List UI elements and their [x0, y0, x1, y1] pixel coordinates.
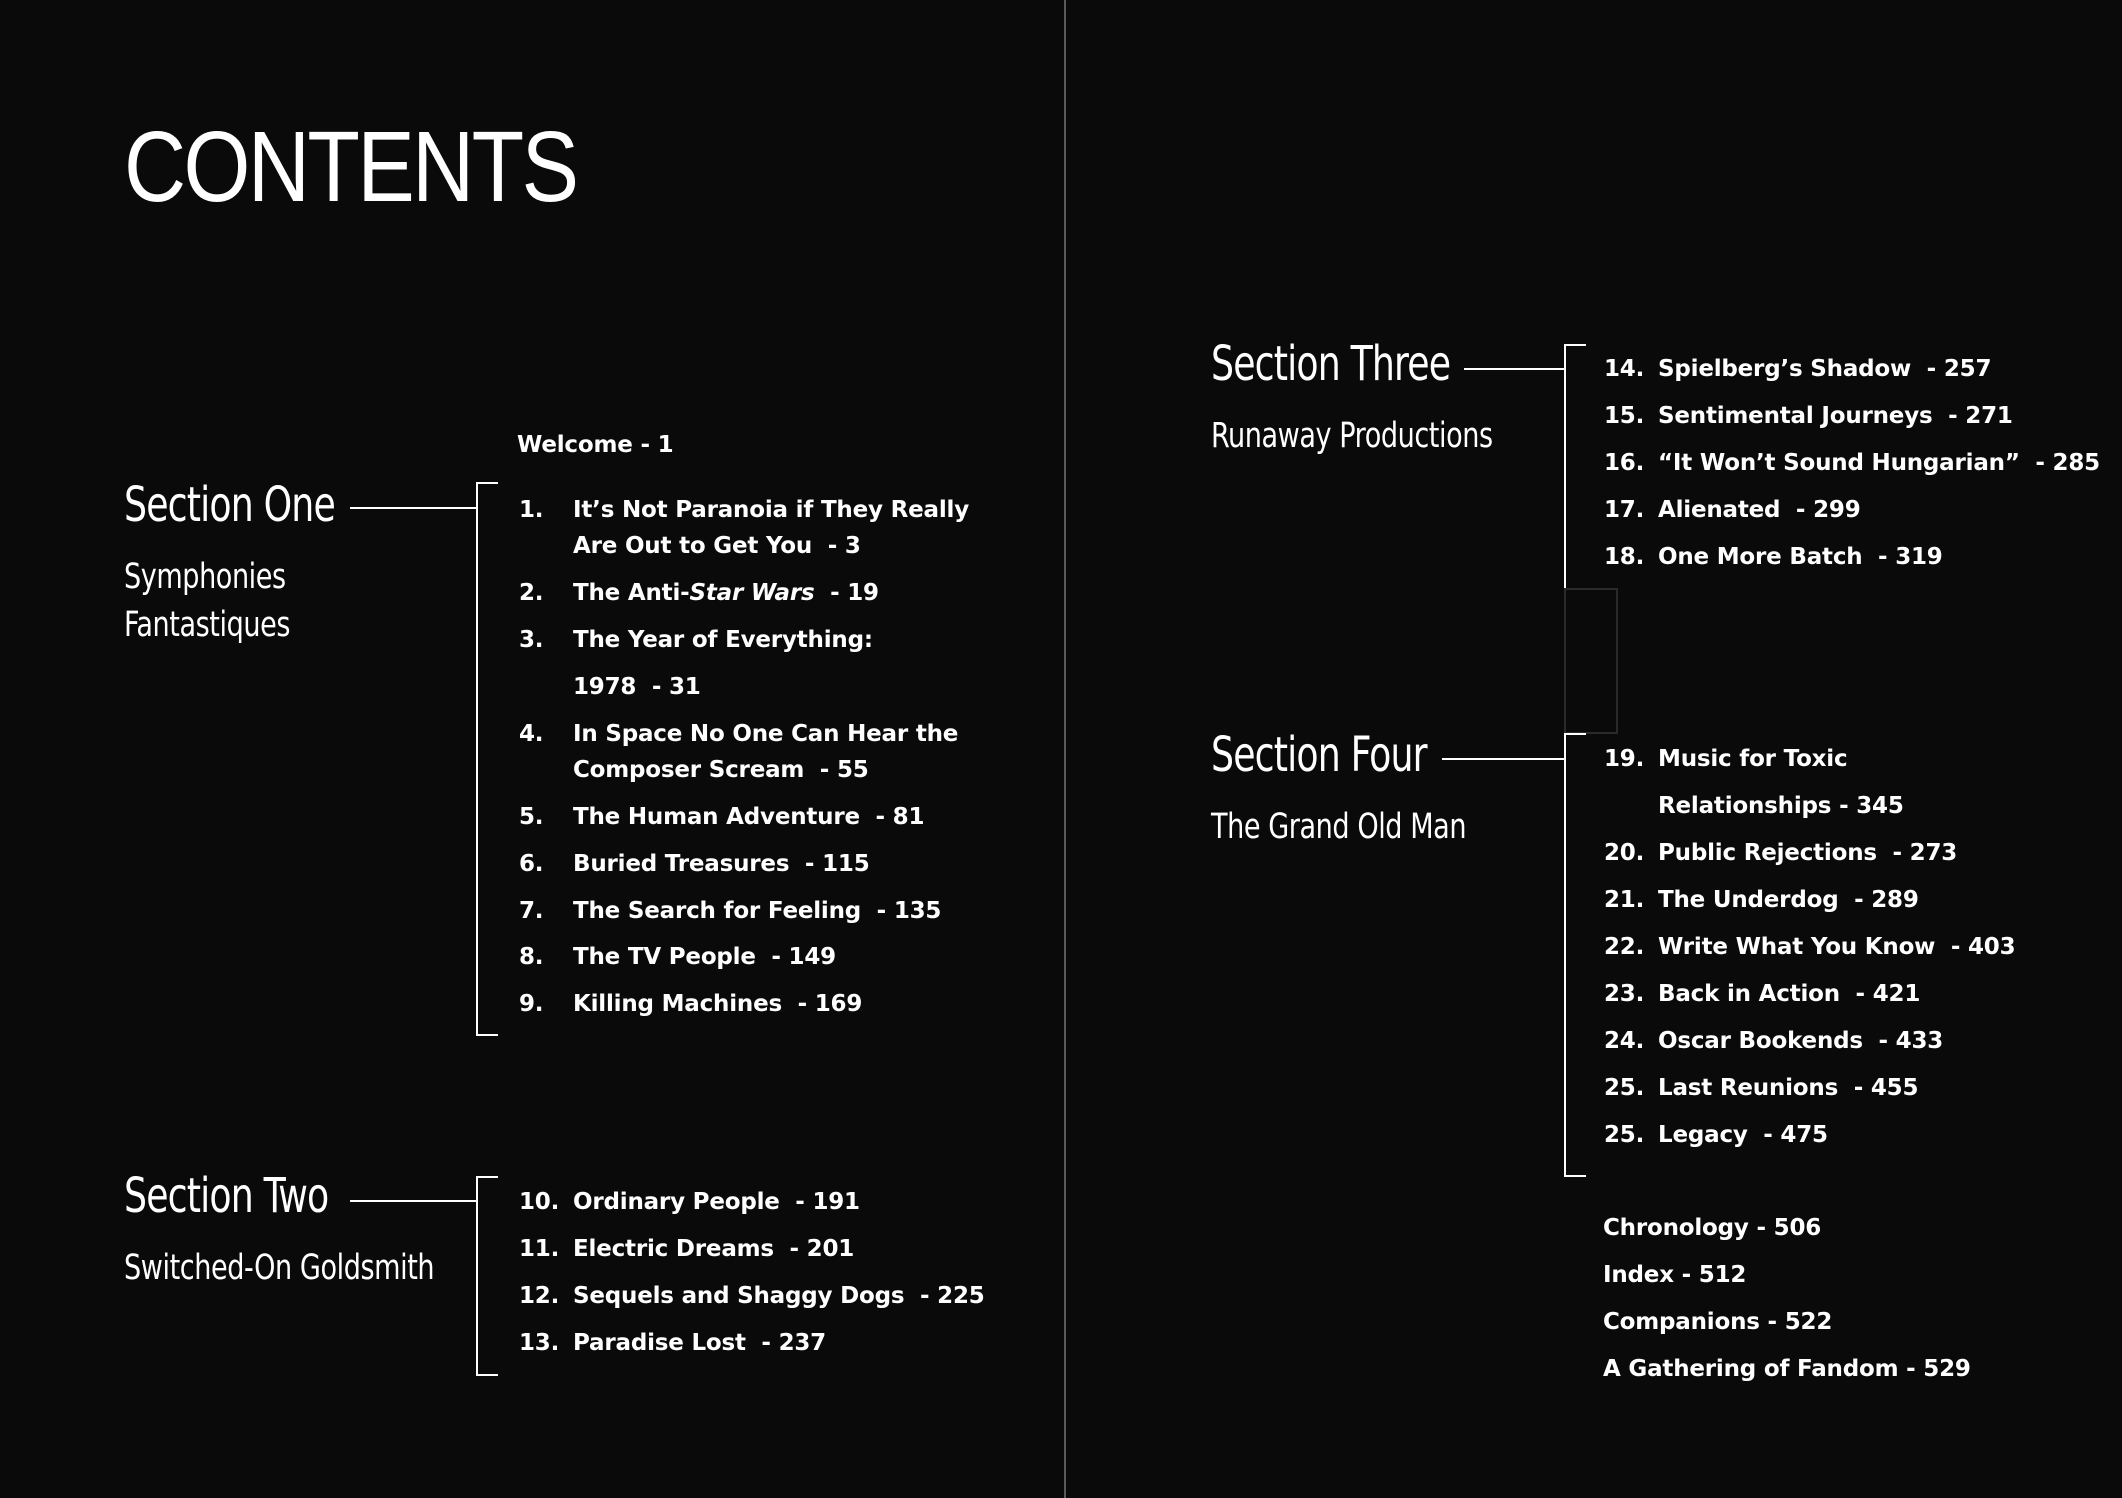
section-one-bracket	[476, 482, 498, 1036]
section-four-connector	[1442, 758, 1564, 760]
chapter-title: Public Rejections - 273	[1658, 840, 1958, 866]
chapter-title: Oscar Bookends - 433	[1658, 1028, 1944, 1054]
chapter-number: 16.	[1604, 450, 1645, 476]
section-two-heading	[124, 1168, 485, 1292]
chapter-number: 18.	[1604, 544, 1645, 570]
section-two-connector	[350, 1200, 476, 1202]
chapter-title-line: It’s Not Paranoia if They Really	[573, 497, 969, 523]
chapter-title: Killing Machines - 169	[573, 991, 863, 1017]
section-four-heading	[1211, 727, 1508, 851]
chapter-title: The Underdog - 289	[1658, 887, 1919, 913]
chapter-number: 23.	[1604, 981, 1645, 1007]
chapter-title-line: Music for Toxic	[1658, 746, 1848, 772]
chapter-title-line: Are Out to Get You - 3	[573, 533, 861, 559]
chapter-title-line: Relationships - 345	[1658, 793, 1904, 819]
chapter-title-line: The Year of Everything:	[573, 627, 873, 653]
chapter-title: Paradise Lost - 237	[573, 1330, 826, 1356]
chapter-number: 3.	[519, 627, 544, 653]
chapter-number: 9.	[519, 991, 544, 1017]
section-subtitle: The Grand Old Man	[1211, 807, 1467, 847]
chapter-title-line: In Space No One Can Hear the	[573, 721, 959, 747]
chapter-title: Spielberg’s Shadow - 257	[1658, 356, 1992, 382]
back-matter-entry: Chronology - 506	[1603, 1215, 1822, 1241]
section-subtitle: Runaway Productions	[1211, 416, 1493, 456]
chapter-number: 25.	[1604, 1122, 1645, 1148]
section-subtitle: Switched-On Goldsmith	[124, 1248, 435, 1288]
section-subtitle: Symphonies Fantastiques	[124, 557, 291, 645]
chapter-title: Ordinary People - 191	[573, 1189, 860, 1215]
back-matter-entry: A Gathering of Fandom - 529	[1603, 1356, 1971, 1382]
section-one-heading	[124, 477, 375, 649]
chapter-number: 2.	[519, 580, 544, 606]
chapter-title-line: 1978 - 31	[573, 674, 701, 700]
chapter-title: Legacy - 475	[1658, 1122, 1828, 1148]
chapter-number: 19.	[1604, 746, 1645, 772]
chapter-number: 11.	[519, 1236, 560, 1262]
section-name: Section Three	[1211, 336, 1451, 392]
chapter-title: The Human Adventure - 81	[573, 804, 925, 830]
chapter-title: Write What You Know - 403	[1658, 934, 2016, 960]
chapter-number: 17.	[1604, 497, 1645, 523]
section-name: Section Four	[1211, 727, 1427, 783]
chapter-title: Sentimental Journeys - 271	[1658, 403, 2013, 429]
chapter-number: 15.	[1604, 403, 1645, 429]
section-three-connector	[1464, 368, 1564, 370]
chapter-number: 20.	[1604, 840, 1645, 866]
chapter-number: 25.	[1604, 1075, 1645, 1101]
chapter-title: Alienated - 299	[1658, 497, 1861, 523]
chapter-title	[573, 575, 879, 611]
section-one-connector	[350, 507, 476, 509]
chapter-title: Sequels and Shaggy Dogs - 225	[573, 1283, 985, 1309]
chapter-number: 24.	[1604, 1028, 1645, 1054]
chapter-title: “It Won’t Sound Hungarian” - 285	[1658, 450, 2100, 476]
chapter-title: One More Batch - 319	[1658, 544, 1943, 570]
section-name: Section One	[124, 477, 335, 533]
back-matter-entry: Companions - 522	[1603, 1309, 1833, 1335]
section-four-bracket	[1564, 733, 1586, 1177]
chapter-title: The TV People - 149	[573, 944, 836, 970]
chapter-title: Back in Action - 421	[1658, 981, 1921, 1007]
chapter-number: 12.	[519, 1283, 560, 1309]
chapter-title: The Search for Feeling - 135	[573, 898, 942, 924]
chapter-number: 14.	[1604, 356, 1645, 382]
chapter-number: 6.	[519, 851, 544, 877]
chapter-title: Electric Dreams - 201	[573, 1236, 855, 1262]
chapter-title-part: The Anti-	[573, 580, 690, 606]
page-gutter-divider	[1064, 0, 1066, 1498]
section-three-bracket	[1564, 344, 1586, 590]
back-matter-entry: Index - 512	[1603, 1262, 1747, 1288]
chapter-number: 21.	[1604, 887, 1645, 913]
faint-connector-box	[1564, 588, 1618, 734]
page-title: CONTENTS	[124, 111, 577, 223]
chapter-page: - 19	[814, 580, 879, 606]
chapter-number: 7.	[519, 898, 544, 924]
section-name: Section Two	[124, 1168, 329, 1224]
chapter-number: 10.	[519, 1189, 560, 1215]
chapter-number: 4.	[519, 721, 544, 747]
welcome-entry: Welcome - 1	[517, 432, 674, 458]
chapter-title: Buried Treasures - 115	[573, 851, 870, 877]
section-two-bracket	[476, 1176, 498, 1376]
chapter-number: 1.	[519, 497, 544, 523]
chapter-number: 13.	[519, 1330, 560, 1356]
chapter-title-italic: Star Wars	[689, 580, 815, 606]
chapter-number: 8.	[519, 944, 544, 970]
section-three-heading	[1211, 336, 1538, 460]
chapter-number: 22.	[1604, 934, 1645, 960]
chapter-number: 5.	[519, 804, 544, 830]
chapter-title-line: Composer Scream - 55	[573, 757, 869, 783]
chapter-title: Last Reunions - 455	[1658, 1075, 1919, 1101]
